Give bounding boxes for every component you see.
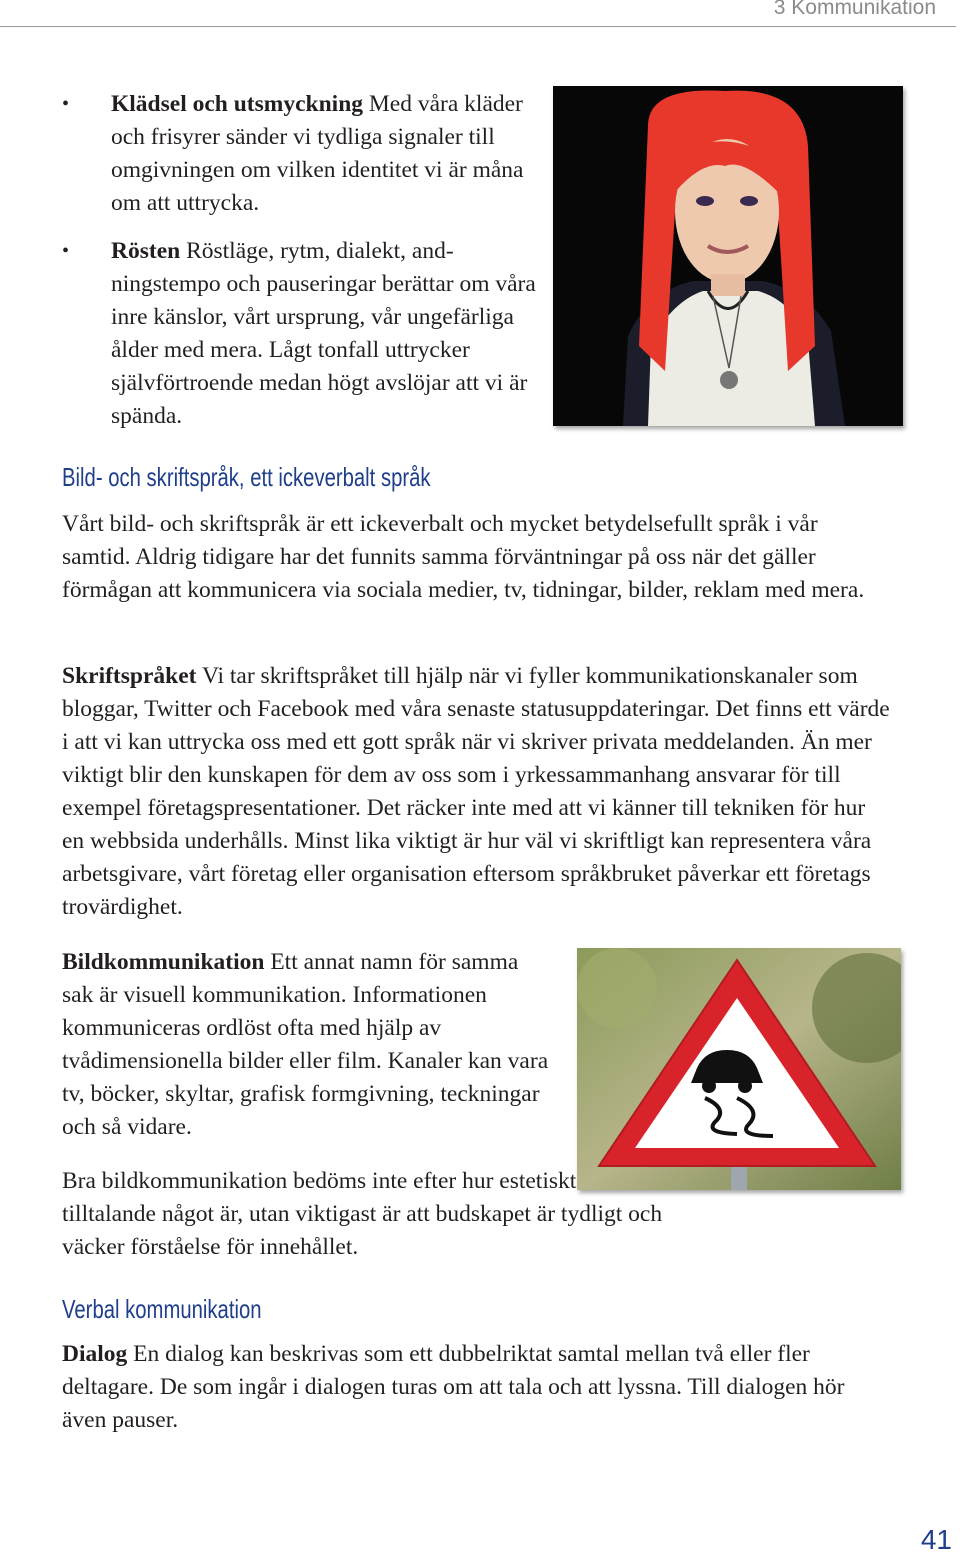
intro-paragraph: Vårt bild- och skriftspråk är ett ickeverbalt och mycket betydelsefullt språk i vår samtid. Aldrig tidigare har det funnits samma förväntningar på oss när det gäller förmågan att kommunicera via sociala medier, tv, tidningar, bilder, reklam med mera. <box>62 511 865 603</box>
paragraph-text: Vi tar skriftspråket till hjälp när vi fyller kommunikationskanaler som bloggar, Twitter och Facebook med våra senaste statusuppdateringar. Det finns ett värde i att vi kan uttrycka oss med ett gott språk när vi skriver privata meddelanden. Än mer viktigt blir den kunskapen för dem av oss som i yrkessammanhang ansvarar för till exempel företagspresentationer. Det räcker inte med att vi känner till tekniken för hur en webbsida underhålls. Minst lika viktigt är hur väl vi skriftligt kan representera våra arbetsgivare, vårt företag eller organisation eftersom språkbruket påverkar ett företags trovärdighet. <box>62 663 890 920</box>
paragraph-text: Ett annat namn för samma sak är visuell kommunikation. Informationen kommuniceras ordlöst ofta med hjälp av tvådimensionella bilder eller film. Kanaler kan vara tv, böcker, skyltar, grafisk formgivning, teckningar och så vidare. <box>62 949 549 1140</box>
bullet-text: Med våra kläder och frisyrer sänder vi tydliga signaler till omgivningen om vilken identitet vi är måna om att uttrycka. <box>111 91 524 216</box>
chapter-header: 3 Kommunikation <box>773 0 936 19</box>
bullet-icon: • <box>62 240 70 262</box>
bullet-term: Rösten <box>111 238 181 264</box>
bullet-item-voice <box>62 235 540 433</box>
paragraph-text: En dialog kan beskrivas som ett dubbelriktat samtal mellan två eller fler deltagare. De som ingår i dialogen turas om att tala och att lyssna. Till dialogen hör även pauser. <box>62 1341 845 1433</box>
dialog-paragraph <box>62 1338 892 1437</box>
paragraph-term: Skriftspråket <box>62 663 197 689</box>
road-sign-photo <box>577 948 901 1190</box>
bullet-list <box>62 88 540 448</box>
bullet-icon: • <box>62 93 70 115</box>
bullet-text: Röstläge, rytm, dialekt, andningstempo och pauseringar berättar om våra inre känslor, vårt ursprung, vår ungefärliga ålder med mera. Lågt tonfall uttrycker självförtroende medan högt avslöjar att vi är spända. <box>111 238 536 429</box>
page-number: 41 <box>920 1524 952 1555</box>
header-rule <box>0 26 956 27</box>
paragraph-term: Dialog <box>62 1341 128 1367</box>
bullet-term: Klädsel och utsmyckning <box>111 91 364 117</box>
section-heading-visual-written: Bild- och skriftspråk, ett ickeverbalt språk <box>62 462 431 492</box>
section-heading-verbal: Verbal kommunikation <box>62 1294 262 1324</box>
portrait-photo <box>553 86 903 426</box>
paragraph-term: Bildkommunikation <box>62 949 265 975</box>
bullet-item-clothing <box>62 88 540 220</box>
written-language-paragraph <box>62 660 892 924</box>
image-communication-paragraph <box>62 946 552 1144</box>
good-image-communication-paragraph: Bra bildkommunikation bedöms inte efter hur estetiskt tilltalande något är, utan viktigast är att budskapet är tydligt och väcker förståelse för innehållet. <box>62 1168 663 1260</box>
